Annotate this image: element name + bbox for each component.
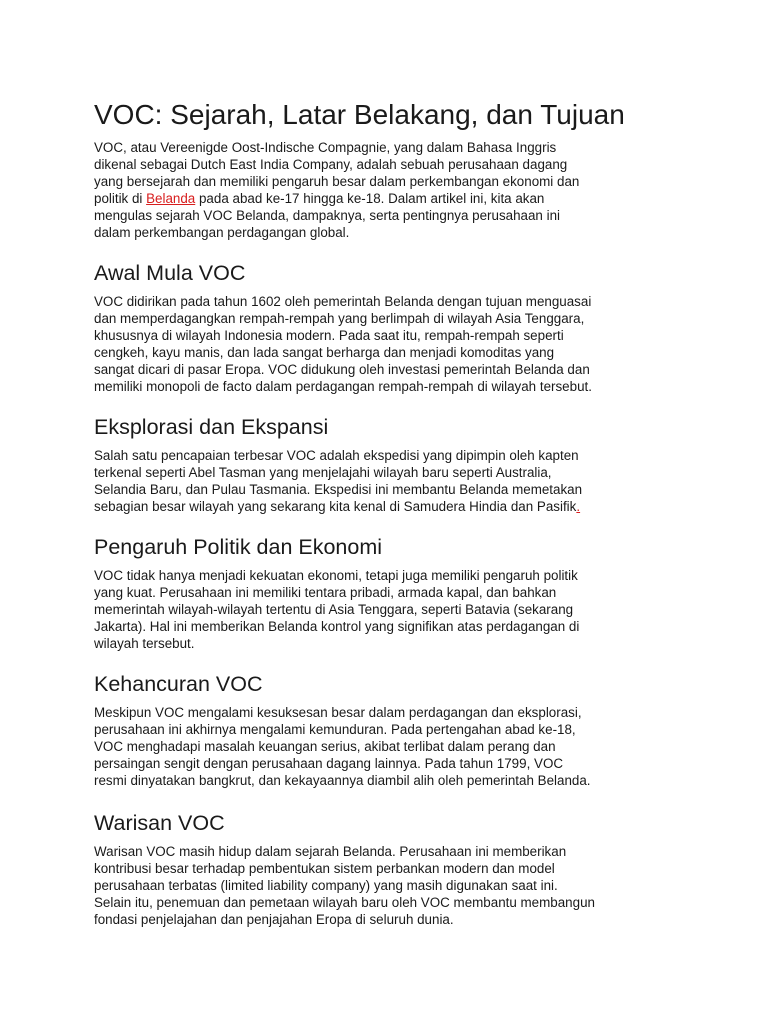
paragraph-line: VOC menghadapi masalah keuangan serius, akibat terlibat dalam perang dan — [94, 739, 556, 754]
paragraph-line — [94, 498, 684, 515]
paragraph-line: fondasi penjelajahan dan penjajahan Eropa di seluruh dunia. — [94, 912, 454, 927]
inline-text: sebagian besar wilayah yang sekarang kita kenal di Samudera Hindia dan Pasifik — [94, 499, 577, 514]
paragraph-line: mengulas sejarah VOC Belanda, dampaknya, serta pentingnya perusahaan ini — [94, 208, 560, 223]
section-heading: Warisan VOC — [94, 811, 225, 835]
trailing-link[interactable]: . — [576, 499, 581, 514]
paragraph-line: memerintah wilayah-wilayah tertentu di Asia Tenggara, seperti Batavia (sekarang — [94, 602, 574, 617]
paragraph-line: VOC, atau Vereenigde Oost-Indische Compagnie, yang dalam Bahasa Inggris — [94, 140, 557, 155]
section-awal-mula — [94, 260, 684, 395]
paragraph-line: Selain itu, penemuan dan pemetaan wilayah baru oleh VOC membantu membangun — [94, 895, 595, 910]
paragraph-line: perusahaan ini akhirnya mengalami kemunduran. Pada pertengahan abad ke-18, — [94, 722, 576, 737]
paragraph-line: resmi dinyatakan bangkrut, dan kekayaannya diambil alih oleh pemerintah Belanda. — [94, 773, 591, 788]
section-kehancuran — [94, 671, 684, 789]
paragraph-line — [94, 190, 684, 207]
section-heading: Pengaruh Politik dan Ekonomi — [94, 535, 383, 559]
paragraph-line: Meskipun VOC mengalami kesuksesan besar dalam perdagangan dan eksplorasi, — [94, 705, 582, 720]
section-pengaruh — [94, 534, 684, 652]
paragraph-line: kontribusi besar terhadap pembentukan sistem perbankan modern dan model — [94, 861, 555, 876]
paragraph-line: Salah satu pencapaian terbesar VOC adalah ekspedisi yang dipimpin oleh kapten — [94, 448, 579, 463]
inline-text: politik di — [94, 191, 147, 206]
page-title: VOC: Sejarah, Latar Belakang, dan Tujuan — [94, 99, 625, 130]
paragraph-line: dikenal sebagai Dutch East India Company, adalah sebuah perusahaan dagang — [94, 157, 568, 172]
belanda-link[interactable]: Belanda — [146, 191, 196, 206]
paragraph-line: dan memperdagangkan rempah-rempah yang berlimpah di wilayah Asia Tenggara, — [94, 311, 585, 326]
section-heading: Kehancuran VOC — [94, 672, 263, 696]
paragraph-line: memiliki monopoli de facto dalam perdagangan rempah-rempah di wilayah tersebut. — [94, 379, 592, 394]
paragraph-line: sangat dicari di pasar Eropa. VOC didukung oleh investasi pemerintah Belanda dan — [94, 362, 590, 377]
paragraph-line: terkenal seperti Abel Tasman yang menjelajahi wilayah baru seperti Australia, — [94, 465, 552, 480]
section-heading: Awal Mula VOC — [94, 261, 246, 285]
article — [94, 98, 684, 928]
paragraph-line: VOC tidak hanya menjadi kekuatan ekonomi, tetapi juga memiliki pengaruh politik — [94, 568, 578, 583]
paragraph-line: Selandia Baru, dan Pulau Tasmania. Ekspedisi ini membantu Belanda memetakan — [94, 482, 583, 497]
section-heading: Eksplorasi dan Ekspansi — [94, 415, 329, 439]
inline-text: pada abad ke-17 hingga ke-18. Dalam artikel ini, kita akan — [195, 191, 545, 206]
paragraph-line: dalam perkembangan perdagangan global. — [94, 225, 350, 240]
paragraph-line: persaingan sengit dengan perusahaan dagang lainnya. Pada tahun 1799, VOC — [94, 756, 564, 771]
paragraph-line: wilayah tersebut. — [94, 636, 195, 651]
paragraph-line: yang bersejarah dan memiliki pengaruh besar dalam perkembangan ekonomi dan — [94, 174, 580, 189]
section-warisan — [94, 810, 684, 928]
intro-paragraph — [94, 139, 684, 241]
paragraph-line: yang kuat. Perusahaan ini memiliki tentara pribadi, armada kapal, dan bahkan — [94, 585, 557, 600]
section-eksplorasi — [94, 414, 684, 515]
paragraph-line: perusahaan terbatas (limited liability company) yang masih digunakan saat ini. — [94, 878, 558, 893]
paragraph-line: Warisan VOC masih hidup dalam sejarah Belanda. Perusahaan ini memberikan — [94, 844, 567, 859]
paragraph-line: cengkeh, kayu manis, dan lada sangat berharga dan menjadi komoditas yang — [94, 345, 555, 360]
paragraph-line: Jakarta). Hal ini memberikan Belanda kontrol yang signifikan atas perdagangan di — [94, 619, 580, 634]
paragraph-line: VOC didirikan pada tahun 1602 oleh pemerintah Belanda dengan tujuan menguasai — [94, 294, 592, 309]
paragraph-line: khususnya di wilayah Indonesia modern. Pada saat itu, rempah-rempah seperti — [94, 328, 564, 343]
